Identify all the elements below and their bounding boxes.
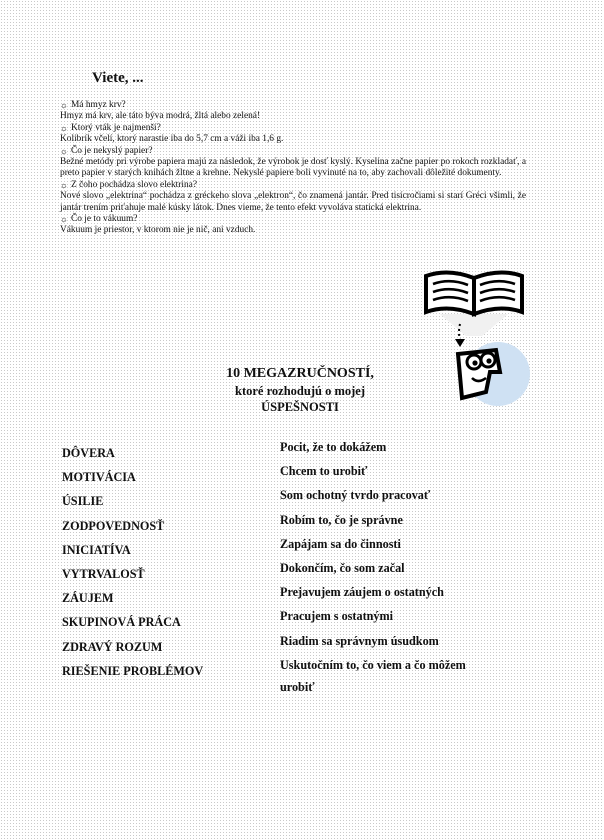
skill-description: Prejavujem záujem o ostatných bbox=[280, 585, 444, 600]
sun-icon: ☼ bbox=[60, 214, 68, 225]
skill-description: Riadim sa správnym úsudkom bbox=[280, 633, 439, 648]
fact-answer: Bežné metódy pri výrobe papiera majú za následok, že výrobok je dosť kyslý. Kyselina začne papier po rokoch rozkladať, a preto papier v starých knihách žltne a krehne. Nekyslé papiere boli vyvinuté na to, aby zachovali dôležité dokumenty. bbox=[60, 157, 526, 179]
fact-answer: Kolibrík včelí, ktorý narastie iba do 5,7 cm a váži iba 1,6 g. bbox=[60, 134, 284, 145]
skill-description: Pocit, že to dokážem bbox=[280, 440, 387, 454]
sun-icon: ☼ bbox=[60, 145, 68, 156]
skill-name: INICIATÍVA bbox=[62, 542, 131, 557]
skill-row bbox=[62, 440, 522, 464]
skill-row bbox=[62, 634, 522, 658]
skill-name: VYTRVALOSŤ bbox=[62, 566, 145, 581]
skill-row bbox=[62, 488, 522, 512]
skill-name: SKUPINOVÁ PRÁCA bbox=[62, 615, 181, 630]
skill-name: DÔVERA bbox=[62, 446, 115, 460]
fact-question: ☼ Má hmyz krv? bbox=[60, 100, 126, 110]
skill-row bbox=[62, 585, 522, 609]
skill-name: ZDRAVÝ ROZUM bbox=[62, 639, 163, 654]
skill-row bbox=[62, 513, 522, 537]
fact-answer: Vákuum je priestor, v ktorom nie je nič, ani vzduch. bbox=[60, 225, 256, 236]
skill-description: Uskutočním to, čo viem a čo môžem bbox=[280, 657, 466, 672]
sun-icon: ☼ bbox=[60, 100, 68, 110]
skill-description: Zapájam sa do činnosti bbox=[280, 536, 401, 551]
fact-answer: Hmyz má krv, ale táto býva modrá, žltá alebo zelená! bbox=[60, 111, 261, 122]
fact-answer: Nové slovo „elektrina“ pochádza z gréckeho slova „elektron“, čo znamená jantár. Pred tisícročiami si starí Gréci všimli, že jantár trením priťahuje malé kúsky látok. Dnes vieme, že tento efekt vyvoláva statická elektrina. bbox=[60, 191, 526, 213]
skill-name: ZODPOVEDNOSŤ bbox=[62, 518, 165, 533]
skill-description: Som ochotný tvrdo pracovať bbox=[280, 488, 431, 503]
skill-description-continued: urobiť bbox=[280, 679, 315, 694]
skill-row bbox=[62, 561, 522, 585]
sun-icon: ☼ bbox=[60, 179, 68, 190]
skill-row bbox=[62, 537, 522, 561]
viete-title: Viete, ... bbox=[92, 70, 144, 86]
fact-question: ☼ Čo je nekyslý papier? bbox=[60, 145, 153, 156]
skill-description: Dokončím, čo som začal bbox=[280, 560, 405, 575]
skill-row bbox=[62, 609, 522, 633]
skill-row bbox=[62, 464, 522, 488]
skill-name: RIEŠENIE PROBLÉMOV bbox=[62, 663, 204, 678]
skills-list bbox=[62, 440, 522, 694]
fact-question: ☼ Čo je to vákuum? bbox=[60, 214, 138, 225]
page-subtitle-2: ÚSPEŠNOSTI bbox=[261, 400, 339, 414]
page-title: 10 MEGAZRUČNOSTÍ, bbox=[226, 366, 374, 381]
skill-description: Chcem to urobiť bbox=[280, 464, 368, 479]
skill-name: MOTIVÁCIA bbox=[62, 470, 136, 485]
fact-question: ☼ Ktorý vták je najmenší? bbox=[60, 122, 161, 133]
skill-name: ZÁUJEM bbox=[62, 591, 114, 606]
skill-name: ÚSILIE bbox=[62, 494, 104, 509]
skill-description: Pracujem s ostatnými bbox=[280, 609, 394, 624]
sun-icon: ☼ bbox=[60, 122, 68, 133]
facts-section bbox=[60, 100, 526, 237]
page-subtitle: ktoré rozhodujú o mojej bbox=[235, 384, 365, 398]
skill-description: Robím to, čo je správne bbox=[280, 512, 403, 527]
skill-row bbox=[62, 657, 522, 694]
fact-question: ☼ Z čoho pochádza slovo elektrina? bbox=[60, 179, 197, 190]
